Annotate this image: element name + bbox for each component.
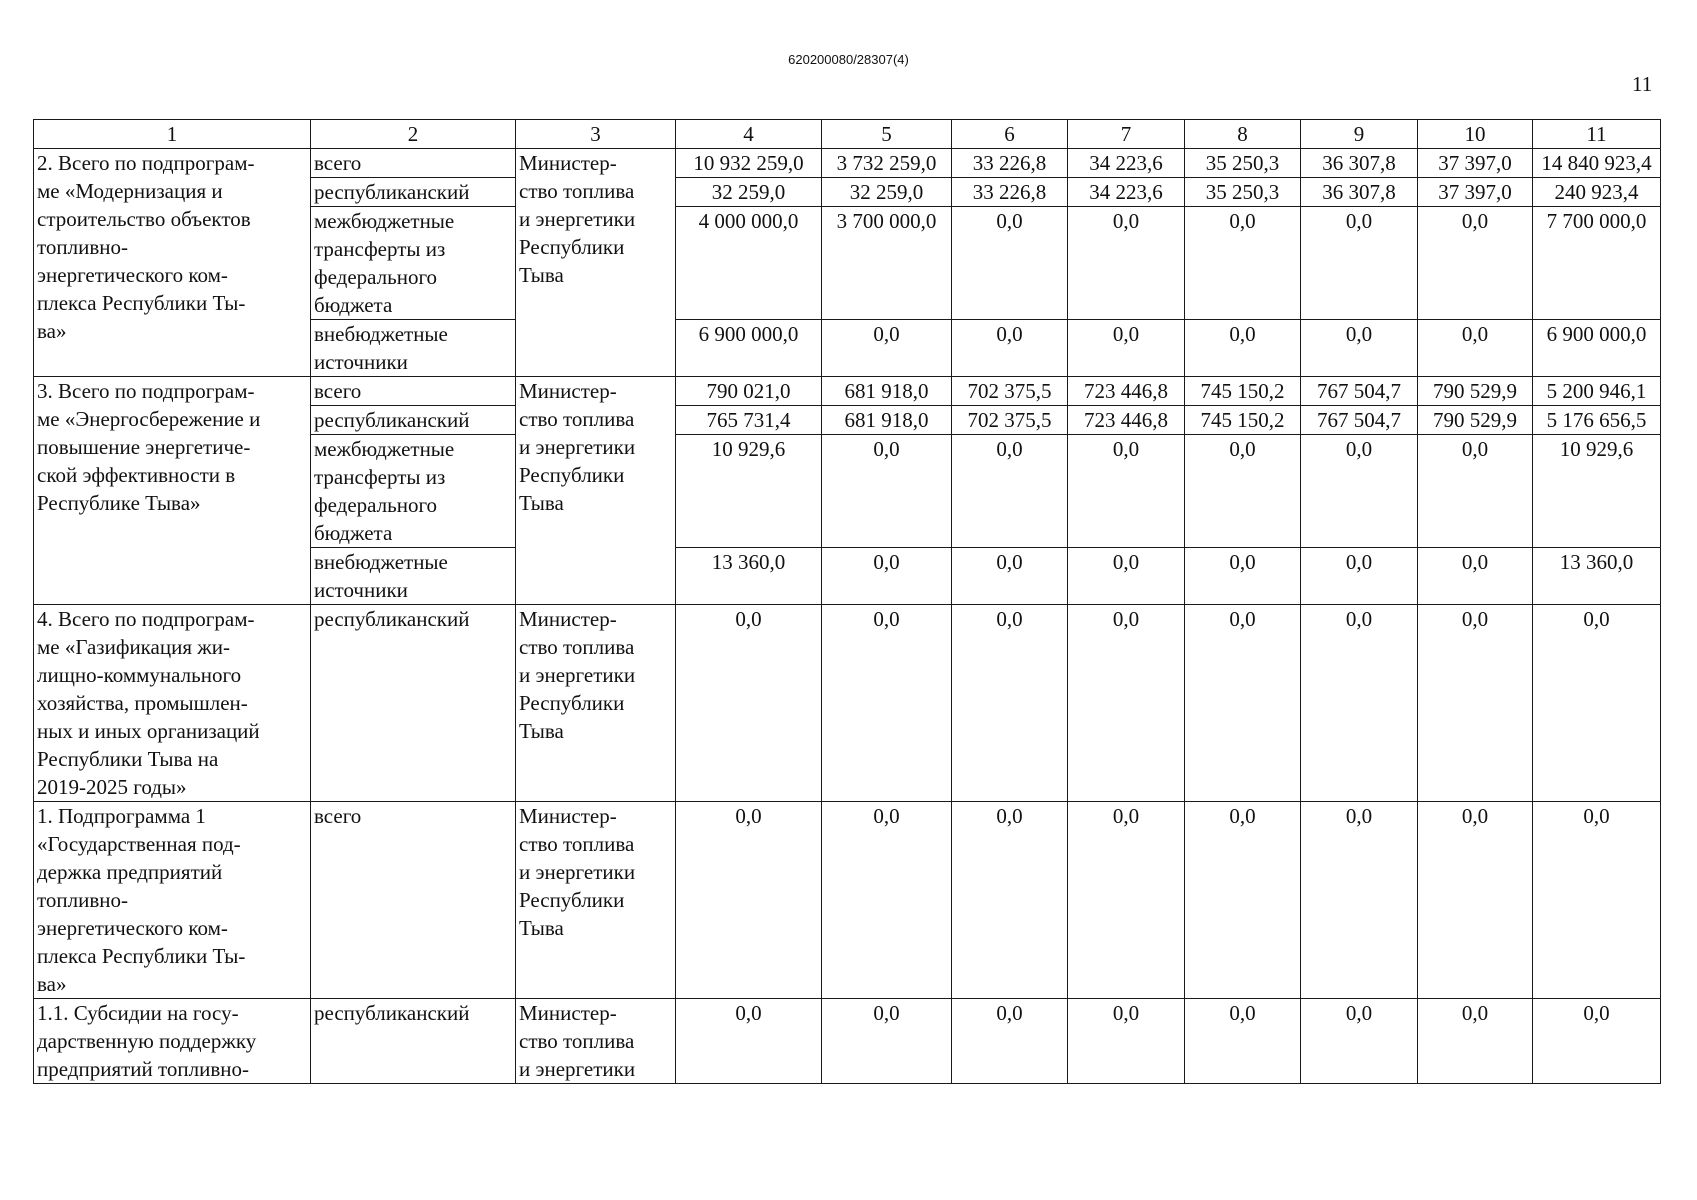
value-cell: 10 929,6 xyxy=(1533,435,1661,548)
column-header: 3 xyxy=(516,120,676,149)
column-header: 5 xyxy=(822,120,952,149)
value-cell: 33 226,8 xyxy=(952,178,1068,207)
value-cell: 32 259,0 xyxy=(822,178,952,207)
value-cell: 0,0 xyxy=(1068,802,1185,999)
value-cell: 33 226,8 xyxy=(952,149,1068,178)
value-cell: 0,0 xyxy=(952,207,1068,320)
subprogram-title: 1. Подпрограмма 1 «Государственная под- держка предприятий топливно- энергетического ком- плекса Республики Ты- ва» xyxy=(34,802,311,999)
value-cell: 0,0 xyxy=(1533,999,1661,1084)
value-cell: 0,0 xyxy=(1301,207,1418,320)
value-cell: 36 307,8 xyxy=(1301,149,1418,178)
value-cell: 34 223,6 xyxy=(1068,149,1185,178)
value-cell: 0,0 xyxy=(1533,802,1661,999)
value-cell: 702 375,5 xyxy=(952,406,1068,435)
value-cell: 0,0 xyxy=(952,548,1068,605)
subprogram-title: 4. Всего по подпрограм- ме «Газификация жи- лищно-коммунального хозяйства, промышлен- ных и иных организаций Республики Тыва на 2019-2025 годы» xyxy=(34,605,311,802)
subprogram-title: 1.1. Субсидии на госу- дарственную поддержку предприятий топливно- xyxy=(34,999,311,1084)
value-cell: 0,0 xyxy=(822,999,952,1084)
table-row xyxy=(34,377,1661,406)
value-cell: 7 700 000,0 xyxy=(1533,207,1661,320)
funding-source: республиканский xyxy=(311,406,516,435)
value-cell: 790 529,9 xyxy=(1418,406,1533,435)
value-cell: 0,0 xyxy=(1185,999,1301,1084)
funding-source: всего xyxy=(311,149,516,178)
executor: Министер- ство топлива и энергетики Республики Тыва xyxy=(516,377,676,605)
funding-source: республиканский xyxy=(311,999,516,1084)
value-cell: 0,0 xyxy=(1418,605,1533,802)
value-cell: 790 021,0 xyxy=(676,377,822,406)
value-cell: 0,0 xyxy=(1185,320,1301,377)
subprogram-title: 3. Всего по подпрограм- ме «Энергосбережение и повышение энергетиче- ской эффективности в Республике Тыва» xyxy=(34,377,311,605)
value-cell: 0,0 xyxy=(1418,802,1533,999)
header-row xyxy=(34,120,1661,149)
value-cell: 35 250,3 xyxy=(1185,149,1301,178)
value-cell: 0,0 xyxy=(1301,320,1418,377)
funding-source: межбюджетные трансферты из федерального бюджета xyxy=(311,435,516,548)
value-cell: 0,0 xyxy=(1185,605,1301,802)
executor: Министер- ство топлива и энергетики Республики Тыва xyxy=(516,802,676,999)
value-cell: 790 529,9 xyxy=(1418,377,1533,406)
column-header: 2 xyxy=(311,120,516,149)
value-cell: 681 918,0 xyxy=(822,406,952,435)
value-cell: 0,0 xyxy=(1301,999,1418,1084)
column-header: 8 xyxy=(1185,120,1301,149)
value-cell: 0,0 xyxy=(1068,999,1185,1084)
document-code: 620200080/28307(4) xyxy=(788,52,909,67)
value-cell: 0,0 xyxy=(1301,548,1418,605)
value-cell: 14 840 923,4 xyxy=(1533,149,1661,178)
table-row xyxy=(34,149,1661,178)
value-cell: 0,0 xyxy=(1301,605,1418,802)
column-header: 6 xyxy=(952,120,1068,149)
value-cell: 0,0 xyxy=(1185,435,1301,548)
table-row xyxy=(34,802,1661,999)
value-cell: 3 700 000,0 xyxy=(822,207,952,320)
value-cell: 0,0 xyxy=(822,435,952,548)
value-cell: 0,0 xyxy=(676,802,822,999)
value-cell: 0,0 xyxy=(952,802,1068,999)
value-cell: 6 900 000,0 xyxy=(676,320,822,377)
value-cell: 0,0 xyxy=(1301,802,1418,999)
funding-source: республиканский xyxy=(311,178,516,207)
funding-source: межбюджетные трансферты из федерального бюджета xyxy=(311,207,516,320)
executor: Министер- ство топлива и энергетики Республики Тыва xyxy=(516,605,676,802)
value-cell: 0,0 xyxy=(1533,605,1661,802)
value-cell: 0,0 xyxy=(1185,548,1301,605)
value-cell: 0,0 xyxy=(1418,320,1533,377)
value-cell: 240 923,4 xyxy=(1533,178,1661,207)
funding-source: всего xyxy=(311,377,516,406)
value-cell: 13 360,0 xyxy=(1533,548,1661,605)
value-cell: 0,0 xyxy=(676,999,822,1084)
budget-table-body xyxy=(34,120,1661,1084)
column-header: 10 xyxy=(1418,120,1533,149)
value-cell: 0,0 xyxy=(1185,802,1301,999)
value-cell: 13 360,0 xyxy=(676,548,822,605)
value-cell: 37 397,0 xyxy=(1418,178,1533,207)
column-header: 9 xyxy=(1301,120,1418,149)
value-cell: 0,0 xyxy=(1418,999,1533,1084)
budget-table xyxy=(33,119,1661,1084)
column-header: 1 xyxy=(34,120,311,149)
value-cell: 10 929,6 xyxy=(676,435,822,548)
value-cell: 0,0 xyxy=(952,320,1068,377)
table-row xyxy=(34,999,1661,1084)
value-cell: 745 150,2 xyxy=(1185,406,1301,435)
value-cell: 745 150,2 xyxy=(1185,377,1301,406)
value-cell: 0,0 xyxy=(1418,207,1533,320)
value-cell: 0,0 xyxy=(952,435,1068,548)
value-cell: 36 307,8 xyxy=(1301,178,1418,207)
value-cell: 0,0 xyxy=(1068,320,1185,377)
value-cell: 0,0 xyxy=(822,605,952,802)
value-cell: 0,0 xyxy=(676,605,822,802)
column-header: 4 xyxy=(676,120,822,149)
funding-source: внебюджетные источники xyxy=(311,320,516,377)
funding-source: всего xyxy=(311,802,516,999)
value-cell: 0,0 xyxy=(1418,548,1533,605)
value-cell: 767 504,7 xyxy=(1301,406,1418,435)
value-cell: 723 446,8 xyxy=(1068,377,1185,406)
value-cell: 4 000 000,0 xyxy=(676,207,822,320)
value-cell: 0,0 xyxy=(952,999,1068,1084)
value-cell: 765 731,4 xyxy=(676,406,822,435)
funding-source: внебюджетные источники xyxy=(311,548,516,605)
value-cell: 6 900 000,0 xyxy=(1533,320,1661,377)
value-cell: 0,0 xyxy=(1068,548,1185,605)
value-cell: 0,0 xyxy=(1068,207,1185,320)
value-cell: 37 397,0 xyxy=(1418,149,1533,178)
value-cell: 0,0 xyxy=(822,320,952,377)
value-cell: 0,0 xyxy=(1068,605,1185,802)
value-cell: 767 504,7 xyxy=(1301,377,1418,406)
value-cell: 0,0 xyxy=(1185,207,1301,320)
value-cell: 32 259,0 xyxy=(676,178,822,207)
subprogram-title: 2. Всего по подпрограм- ме «Модернизация и строительство объектов топливно- энергетического ком- плекса Республики Ты- ва» xyxy=(34,149,311,377)
value-cell: 0,0 xyxy=(1068,435,1185,548)
value-cell: 0,0 xyxy=(952,605,1068,802)
value-cell: 681 918,0 xyxy=(822,377,952,406)
executor: Министер- ство топлива и энергетики xyxy=(516,999,676,1084)
value-cell: 5 200 946,1 xyxy=(1533,377,1661,406)
value-cell: 702 375,5 xyxy=(952,377,1068,406)
column-header: 11 xyxy=(1533,120,1661,149)
value-cell: 0,0 xyxy=(1301,435,1418,548)
value-cell: 10 932 259,0 xyxy=(676,149,822,178)
page-number: 11 xyxy=(1632,72,1653,96)
funding-source: республиканский xyxy=(311,605,516,802)
column-header: 7 xyxy=(1068,120,1185,149)
table-row xyxy=(34,605,1661,802)
value-cell: 5 176 656,5 xyxy=(1533,406,1661,435)
value-cell: 35 250,3 xyxy=(1185,178,1301,207)
value-cell: 0,0 xyxy=(1418,435,1533,548)
value-cell: 0,0 xyxy=(822,548,952,605)
value-cell: 723 446,8 xyxy=(1068,406,1185,435)
value-cell: 3 732 259,0 xyxy=(822,149,952,178)
value-cell: 0,0 xyxy=(822,802,952,999)
executor: Министер- ство топлива и энергетики Республики Тыва xyxy=(516,149,676,377)
value-cell: 34 223,6 xyxy=(1068,178,1185,207)
